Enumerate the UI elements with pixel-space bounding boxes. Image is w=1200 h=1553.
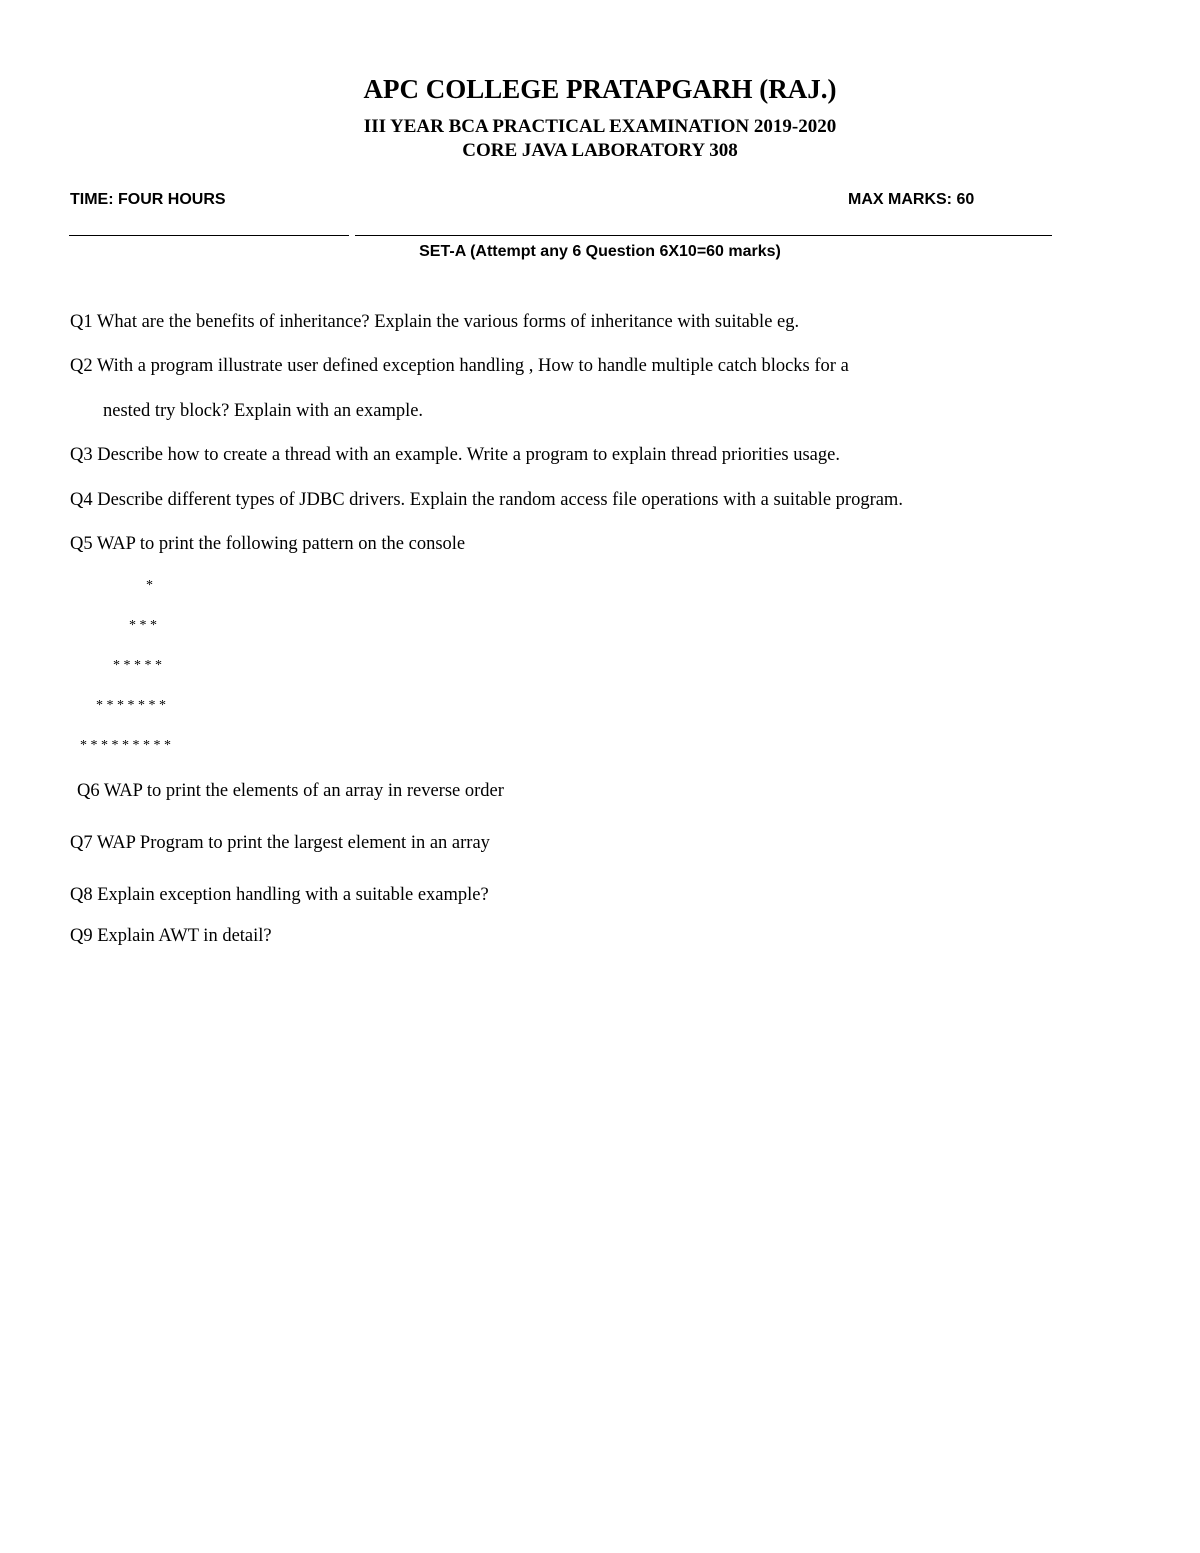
pattern-row-2: * * * [129,618,157,633]
question-9: Q9 Explain AWT in detail? [70,926,272,946]
lab-title: CORE JAVA LABORATORY 308 [462,140,738,161]
college-name: APC COLLEGE PRATAPGARH (RAJ.) [363,74,837,104]
question-1: Q1 What are the benefits of inheritance? Explain the various forms of inheritance with suitable eg. [70,312,800,332]
exam-title: III YEAR BCA PRACTICAL EXAMINATION 2019-2020 [363,116,837,137]
max-marks-label: MAX MARKS: 60 [848,191,975,208]
pattern-row-5: * * * * * * * * * [80,738,171,753]
question-3: Q3 Describe how to create a thread with an example. Write a program to explain thread priorities usage. [70,445,840,465]
question-6: Q6 WAP to print the elements of an array in reverse order [77,781,504,801]
question-2-continued: nested try block? Explain with an example. [103,401,424,421]
pattern-row-3: * * * * * [113,658,162,673]
question-8: Q8 Explain exception handling with a suitable example? [70,885,489,905]
pattern-row-1: * [146,578,153,593]
pattern-row-4: * * * * * * * [96,698,166,713]
question-2: Q2 With a program illustrate user defined exception handling , How to handle multiple catch blocks for a [70,356,849,376]
question-7: Q7 WAP Program to print the largest element in an array [70,833,490,853]
divider-left [69,235,349,236]
set-title: SET-A (Attempt any 6 Question 6X10=60 marks) [419,243,781,260]
question-4: Q4 Describe different types of JDBC drivers. Explain the random access file operations with a suitable program. [70,490,903,510]
divider-right [355,235,1052,236]
question-5: Q5 WAP to print the following pattern on the console [70,534,466,554]
time-label: TIME: FOUR HOURS [70,191,226,208]
